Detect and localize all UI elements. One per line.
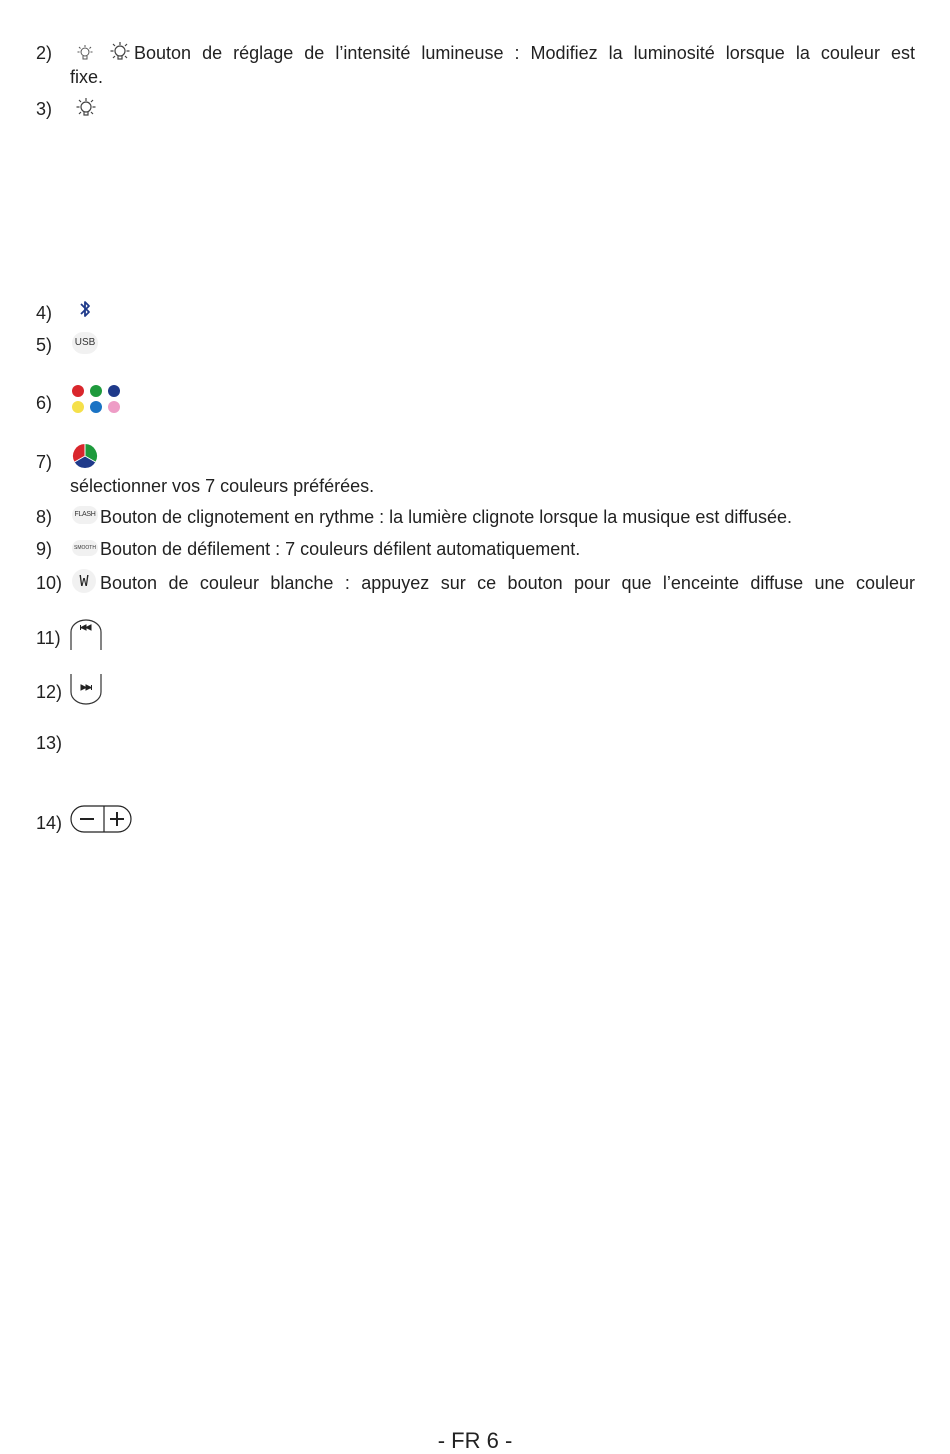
list-item-3 (0, 98, 950, 128)
list-item-5 (0, 334, 950, 364)
list-item-14 (0, 812, 950, 842)
item-number: 2) (36, 43, 53, 63)
item-number: 11) (36, 628, 61, 648)
item-number: 10) (36, 573, 63, 593)
item-number: 3) (36, 99, 53, 119)
item-text: Bouton de couleur blanche : appuyez sur ce bouton pour que l’enceinte diffuse une couleur (100, 573, 915, 593)
item-text: Bouton de réglage de l’intensité lumineuse : Modifiez la luminosité lorsque la couleur est (134, 43, 915, 63)
list-item-6 (0, 392, 950, 422)
list-item-8 (0, 506, 950, 536)
flash-label: FLASH (74, 511, 96, 518)
list-item-10 (0, 572, 950, 602)
previous-track-icon (70, 619, 102, 651)
item-number: 4) (36, 303, 53, 323)
page-footer: - FR 6 - (437, 1428, 513, 1453)
volume-minus-plus-icon (70, 805, 132, 835)
list-item-12 (0, 681, 950, 711)
item-continuation: sélectionner vos 7 couleurs préférées. (70, 476, 375, 496)
bluetooth-icon (76, 298, 94, 320)
item-continuation: fixe. (70, 67, 104, 87)
white-w-label: W (79, 572, 89, 590)
white-w-icon (72, 569, 96, 593)
bulb-icon (74, 96, 98, 120)
color-dot-blue (90, 401, 102, 413)
flash-icon (72, 506, 98, 524)
next-track-icon (70, 673, 102, 705)
item-number: 8) (36, 507, 53, 527)
list-item-2 (0, 42, 950, 87)
item-number: 7) (36, 452, 53, 472)
color-dot-navy (108, 385, 120, 397)
color-dot-yellow (72, 401, 84, 413)
item-number: 9) (36, 539, 53, 559)
smooth-icon (72, 540, 98, 556)
usb-label: USB (74, 337, 96, 348)
color-dot-pink (108, 401, 120, 413)
list-item-13 (0, 732, 950, 762)
color-wheel-icon (72, 443, 98, 469)
smooth-label: SMOOTH (74, 545, 96, 551)
list-item-11 (0, 627, 950, 657)
item-number: 6) (36, 393, 53, 413)
item-number: 13) (36, 733, 63, 753)
item-number: 12) (36, 682, 63, 702)
item-number: 5) (36, 335, 53, 355)
list-item-9 (0, 538, 950, 568)
usb-icon (72, 332, 98, 354)
color-dot-red (72, 385, 84, 397)
item-text: Bouton de clignotement en rythme : la lumière clignote lorsque la musique est diffusée. (100, 507, 793, 527)
color-dots-icon (70, 384, 124, 416)
color-dot-green (90, 385, 102, 397)
bulb-dim-icon (74, 42, 96, 64)
bulb-bright-icon (108, 40, 132, 64)
list-item-7 (0, 451, 950, 496)
list-item-4 (0, 302, 950, 332)
item-number: 14) (36, 813, 63, 833)
item-text: Bouton de défilement : 7 couleurs défilent automatiquement. (100, 539, 581, 559)
